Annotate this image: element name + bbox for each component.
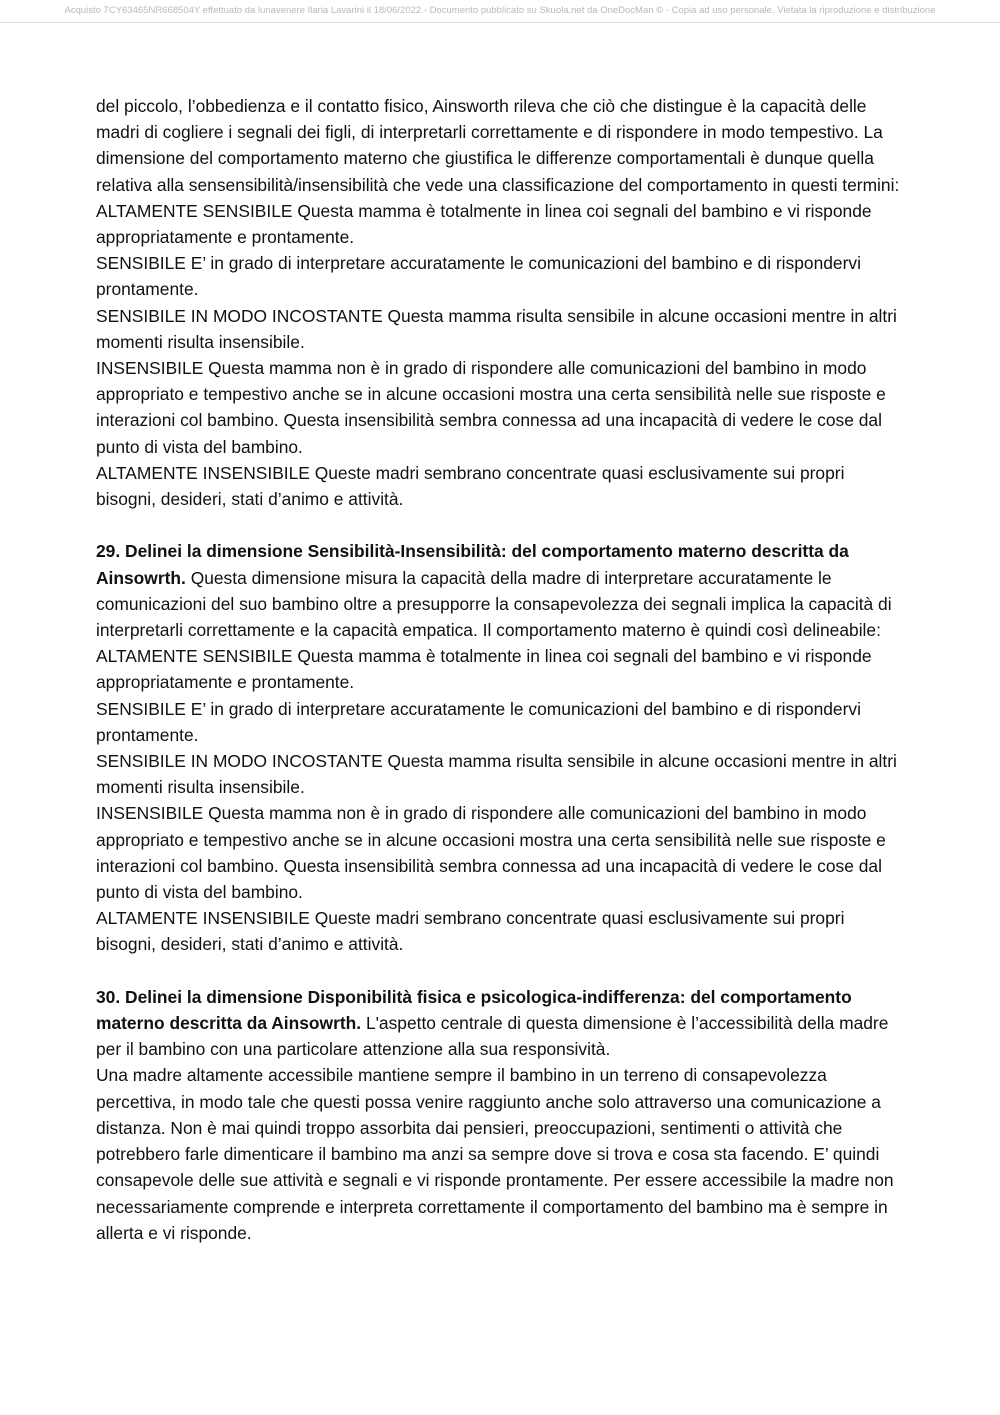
document-page (96, 93, 908, 1246)
q29-item-highly-sensitive: ALTAMENTE SENSIBILE Questa mamma è totalmente in linea coi segnali del bambino e vi risponde appropriatamente e prontamente. (96, 646, 872, 693)
purchase-watermark: Acquisto 7CY63465NR668504Y effettuato da lunavenere Ilaria Lavarini il 18/06/2022 - Documento pubblicato su Skuola.net da OneDocMan © - Copia ad uso personale. Vietata la riproduzione e distribuzione (0, 0, 1000, 23)
q29-item-sensitive: SENSIBILE E’ in grado di interpretare accuratamente le comunicazioni del bambino e di rispondervi prontamente. (96, 698, 861, 745)
paragraph-spacer (96, 512, 908, 538)
intro-item-highly-insensitive: ALTAMENTE INSENSIBILE Queste madri sembrano concentrate quasi esclusivamente sui propri bisogni, desideri, stati d’animo e attività. (96, 462, 845, 510)
intro-item-insensitive: INSENSIBILE Questa mamma non è in grado di rispondere alle comunicazioni del bambino in modo appropriato e tempestivo anche se in alcune occasioni mostra una certa sensibilità nelle sue risposte e interazioni col bambino. Questa insensibilità sembra connessa ad una incapacità di vedere le cose dal punto di vista del bambino. (96, 358, 886, 457)
question-30-title: 30. Delinei la dimensione Disponibilità fisica e psicologica-indifferenza: del comportamento materno descritta da Ainsowrth. (96, 986, 852, 1034)
question-29-text: Questa dimensione misura la capacità della madre di interpretare accuratamente le comunicazioni del suo bambino oltre a presupporre la consapevolezza dei segnali implica la capacità di interpretarli correttamente e la capacità empatica. Il comportamento materno è quindi così delineabile: (96, 567, 892, 641)
question-30-paragraph-2: Una madre altamente accessibile mantiene sempre il bambino in un terreno di consapevolezza percettiva, in modo tale che questi possa venire raggiunto anche solo attraverso una comunicazione a distanza. Non è mai quindi troppo assorbita dai pensieri, preoccupazioni, sentimenti o attività che potrebbero farle dimenticare il bambino ma anzi sa sempre dove si trova e cosa sta facendo. E’ quindi consapevole delle sue attività e segnali e vi risponde prontamente. Per essere accessibile la madre non necessariamente comprende e interpreta correttamente il comportamento del bambino ma è sempre in allerta e vi risponde. (96, 1065, 894, 1243)
question-30-paragraph (96, 984, 908, 1063)
paragraph-spacer (96, 958, 908, 984)
question-29-title: 29. Delinei la dimensione Sensibilità-Insensibilità: del comportamento materno descritta da Ainsowrth. (96, 541, 849, 588)
q29-item-highly-insensitive: ALTAMENTE INSENSIBILE Queste madri sembrano concentrate quasi esclusivamente sui propri bisogni, desideri, stati d’animo e attività. (96, 908, 845, 955)
q29-item-inconsistently-sensitive: SENSIBILE IN MODO INCOSTANTE Questa mamma risulta sensibile in alcune occasioni mentre in altri momenti risulta insensibile. (96, 751, 897, 798)
q29-item-insensitive: INSENSIBILE Questa mamma non è in grado di rispondere alle comunicazioni del bambino in modo appropriato e tempestivo anche se in alcune occasioni mostra una certa sensibilità nelle sue risposte e interazioni col bambino. Questa insensibilità sembra connessa ad una incapacità di vedere le cose dal punto di vista del bambino. (96, 803, 886, 903)
intro-item-inconsistently-sensitive: SENSIBILE IN MODO INCOSTANTE Questa mamma risulta sensibile in alcune occasioni mentre in altri momenti risulta insensibile. (96, 305, 897, 352)
intro-paragraph: del piccolo, l’obbedienza e il contatto fisico, Ainsworth rileva che ciò che distingue è la capacità delle madri di cogliere i segnali dei figli, di interpretarli correttamente e di rispondere in modo tempestivo. La dimensione del comportamento materno che giustifica le differenze comportamentali è dunque quella relativa alla sensensibilità/insensibilità che vede una classificazione del comportamento in questi termini: (96, 96, 900, 195)
intro-item-sensitive: SENSIBILE E’ in grado di interpretare accuratamente le comunicazioni del bambino e di rispondervi prontamente. (96, 253, 861, 300)
intro-item-highly-sensitive: ALTAMENTE SENSIBILE Questa mamma è totalmente in linea coi segnali del bambino e vi risponde appropriatamente e prontamente. (96, 200, 872, 248)
question-30-text: L'aspetto centrale di questa dimensione è l’accessibilità della madre per il bambino con una particolare attenzione alla sua responsività. (96, 1013, 889, 1060)
question-29-paragraph (96, 538, 908, 643)
